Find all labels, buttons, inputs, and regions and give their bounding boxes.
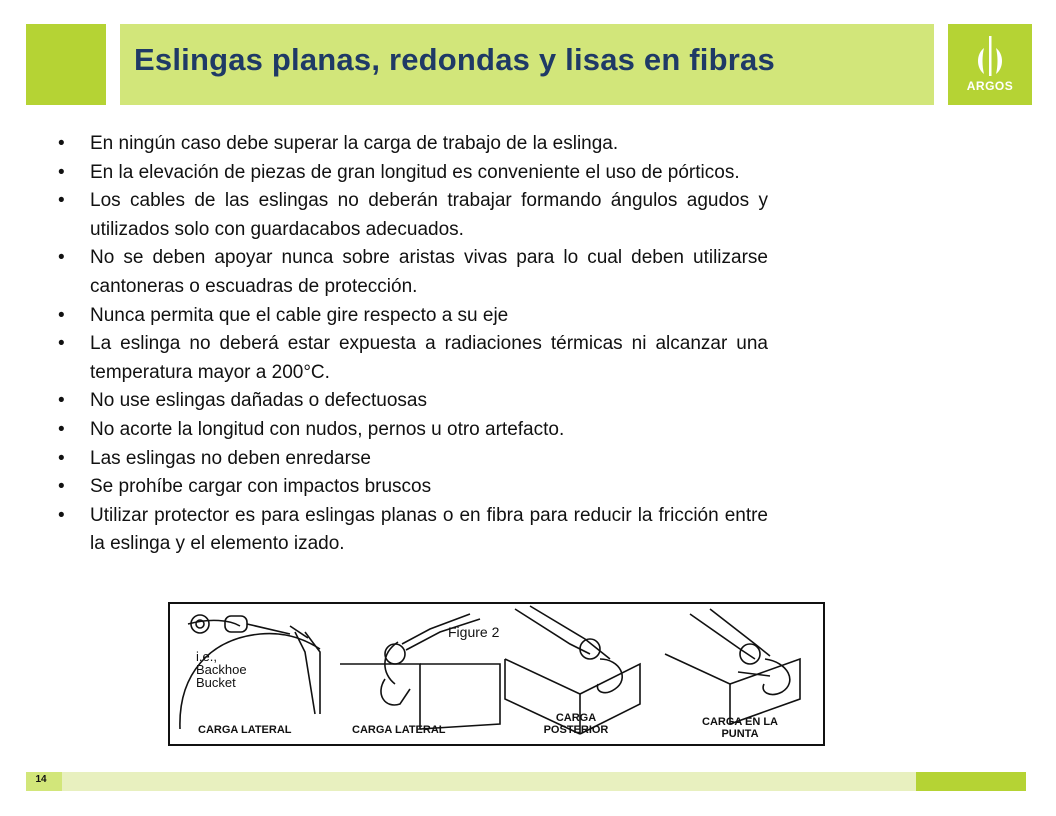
bullet-item: • No acorte la longitud con nudos, pernos u otro artefacto. — [58, 416, 768, 445]
bullet-list — [58, 130, 768, 559]
header-accent-left — [26, 24, 106, 105]
slide-title: Eslingas planas, redondas y lisas en fibras — [134, 42, 775, 77]
bullet-item: • Utilizar protector es para eslingas planas o en fibra para reducir la fricción entre la eslinga y el elemento izado. — [58, 502, 768, 559]
panel-label-line: POSTERIOR — [543, 724, 609, 736]
bullet-item: • Se prohíbe cargar con impactos bruscos — [58, 473, 768, 502]
panel-label — [694, 716, 786, 740]
figure-note-line: i.e., — [196, 649, 217, 664]
bullet-item: • Los cables de las eslingas no deberán trabajar formando ángulos agudos y utilizados solo con guardacabos adecuados. — [58, 187, 768, 244]
figure-note-line: Bucket — [196, 675, 236, 690]
bullet-content — [58, 130, 768, 559]
panel-label-line: CARGA EN LA — [702, 716, 778, 728]
bullet-item: • Nunca permita que el cable gire respecto a su eje — [58, 302, 768, 331]
bullet-item: • En ningún caso debe superar la carga de trabajo de la eslinga. — [58, 130, 768, 159]
bullet-item: • Las eslingas no deben enredarse — [58, 445, 768, 474]
bullet-item: • La eslinga no deberá estar expuesta a radiaciones térmicas ni alcanzar una temperatura mayor a 200°C. — [58, 330, 768, 387]
figure-note-line: Backhoe — [196, 662, 247, 677]
panel-label-line: CARGA — [555, 712, 597, 724]
footer-accent-right — [916, 772, 1026, 791]
panel-label: CARGA LATERAL — [352, 724, 446, 736]
logo-text: ARGOS — [966, 79, 1014, 93]
panel-label: CARGA LATERAL — [198, 724, 292, 736]
panel-label-line: PUNTA — [721, 728, 759, 740]
panel-label — [530, 712, 622, 736]
page-number: 14 — [35, 774, 47, 785]
figure-note — [196, 650, 247, 689]
bullet-item: • No use eslingas dañadas o defectuosas — [58, 387, 768, 416]
bullet-item: • En la elevación de piezas de gran longitud es conveniente el uso de pórticos. — [58, 159, 768, 188]
bullet-item: • No se deben apoyar nunca sobre aristas vivas para lo cual deben utilizarse cantoneras o escuadras de protección. — [58, 244, 768, 301]
argos-logo — [948, 24, 1032, 105]
footer-bar — [62, 772, 916, 791]
figure-caption: Figure 2 — [448, 624, 500, 640]
rigging-figure — [168, 602, 825, 746]
